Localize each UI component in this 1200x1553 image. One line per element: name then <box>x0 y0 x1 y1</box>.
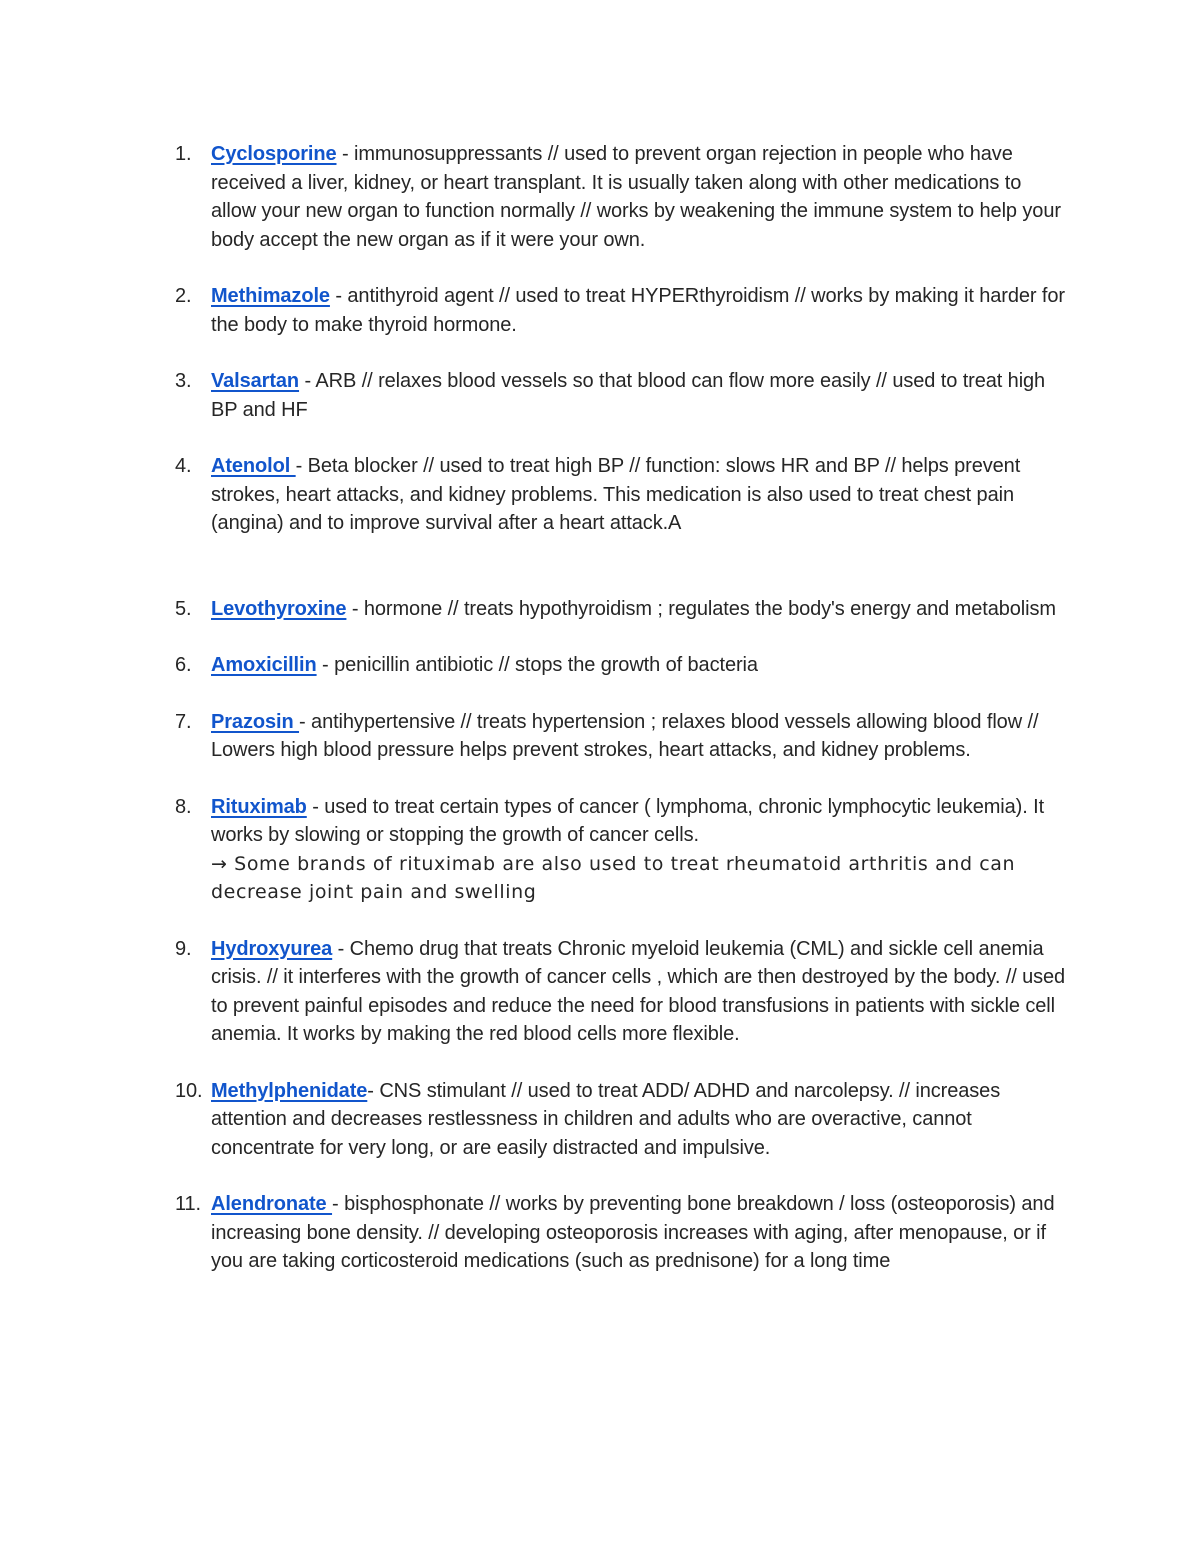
list-item-methylphenidate <box>0 1077 1067 1163</box>
list-item-methimazole <box>0 282 1067 339</box>
list-item-hydroxyurea <box>0 935 1067 1049</box>
drug-description: - immunosuppressants // used to prevent organ rejection in people who have received a liver, kidney, or heart transplant. It is usually taken along with other medications to allow your new organ to function normally // works by weakening the immune system to help your body accept the new organ as if it were your own. <box>211 143 1061 251</box>
list-number: 1. <box>175 143 192 165</box>
list-number: 8. <box>175 795 192 818</box>
medication-list <box>0 140 1200 1304</box>
drug-link-methimazole[interactable]: Methimazole <box>211 285 330 307</box>
list-item-prazosin <box>0 708 1067 765</box>
drug-description: - Chemo drug that treats Chronic myeloid leukemia (CML) and sickle cell anemia crisis. // it interferes with the growth of cancer cells , which are then destroyed by the body. // used to prevent painful episodes and reduce the need for blood transfusions in patients with sickle cell anemia. It works by making the red blood cells more flexible. <box>211 937 1066 1045</box>
list-number: 2. <box>175 285 192 307</box>
drug-description: - ARB // relaxes blood vessels so that blood can flow more easily // used to treat high BP and HF <box>211 370 1046 421</box>
list-number: 9. <box>175 937 192 960</box>
list-item-valsartan <box>0 367 1067 424</box>
drug-link-levothyroxine[interactable]: Levothyroxine <box>211 597 347 620</box>
list-item-alendronate <box>0 1190 1067 1276</box>
drug-description: - penicillin antibiotic // stops the growth of bacteria <box>316 654 758 676</box>
list-number: 7. <box>175 710 192 733</box>
drug-link-methylphenidate[interactable]: Methylphenidate <box>211 1079 368 1102</box>
drug-description: - Beta blocker // used to treat high BP // function: slows HR and BP // helps prevent strokes, heart attacks, and kidney problems. This medication is also used to treat chest pain (angina) and to improve survival after a heart attack.A <box>211 455 1021 534</box>
list-number: 4. <box>175 455 192 477</box>
drug-description: - antihypertensive // treats hypertension ; relaxes blood vessels allowing blood flow // Lowers high blood pressure helps prevent strokes, heart attacks, and kidney problems. <box>211 710 1039 761</box>
drug-link-prazosin[interactable]: Prazosin <box>211 710 300 733</box>
list-item-atenolol <box>0 452 1067 538</box>
drug-link-hydroxyurea[interactable]: Hydroxyurea <box>211 937 333 960</box>
list-item-cyclosporine <box>0 140 1067 254</box>
drug-description: - CNS stimulant // used to treat ADD/ ADHD and narcolepsy. // increases attention and decreases restlessness in children and adults who are overactive, cannot concentrate for very long, or are easily distracted and impulsive. <box>211 1079 1001 1159</box>
drug-description: - antithyroid agent // used to treat HYPERthyroidism // works by making it harder for the body to make thyroid hormone. <box>211 285 1065 336</box>
drug-link-atenolol[interactable]: Atenolol <box>211 455 296 477</box>
list-number: 5. <box>175 597 192 620</box>
list-item-amoxicillin <box>0 651 1067 680</box>
drug-description: - used to treat certain types of cancer ( lymphoma, chronic lymphocytic leukemia). It works by slowing or stopping the growth of cancer cells. <box>211 795 1045 846</box>
list-number: 3. <box>175 370 192 392</box>
list-number: 11. <box>175 1193 202 1215</box>
drug-link-cyclosporine[interactable]: Cyclosporine <box>211 143 337 165</box>
list-number: 6. <box>175 654 192 676</box>
drug-link-valsartan[interactable]: Valsartan <box>211 370 300 392</box>
drug-link-alendronate[interactable]: Alendronate <box>211 1193 333 1215</box>
drug-description: - bisphosphonate // works by preventing bone breakdown / loss (osteoporosis) and increasing bone density. // developing osteoporosis increases with aging, after menopause, or if you are taking corticosteroid medications (such as prednisone) for a long time <box>211 1193 1055 1272</box>
list-item-levothyroxine <box>0 595 1067 624</box>
drug-link-rituximab[interactable]: Rituximab <box>211 795 307 818</box>
drug-description: - hormone // treats hypothyroidism ; regulates the body's energy and metabolism <box>346 597 1056 620</box>
list-number: 10. <box>175 1079 203 1102</box>
list-item-rituximab <box>0 793 1067 907</box>
drug-link-amoxicillin[interactable]: Amoxicillin <box>211 654 317 676</box>
drug-note: → Some brands of rituximab are also used to treat rheumatoid arthritis and can decrease joint pain and swelling <box>211 852 1016 903</box>
